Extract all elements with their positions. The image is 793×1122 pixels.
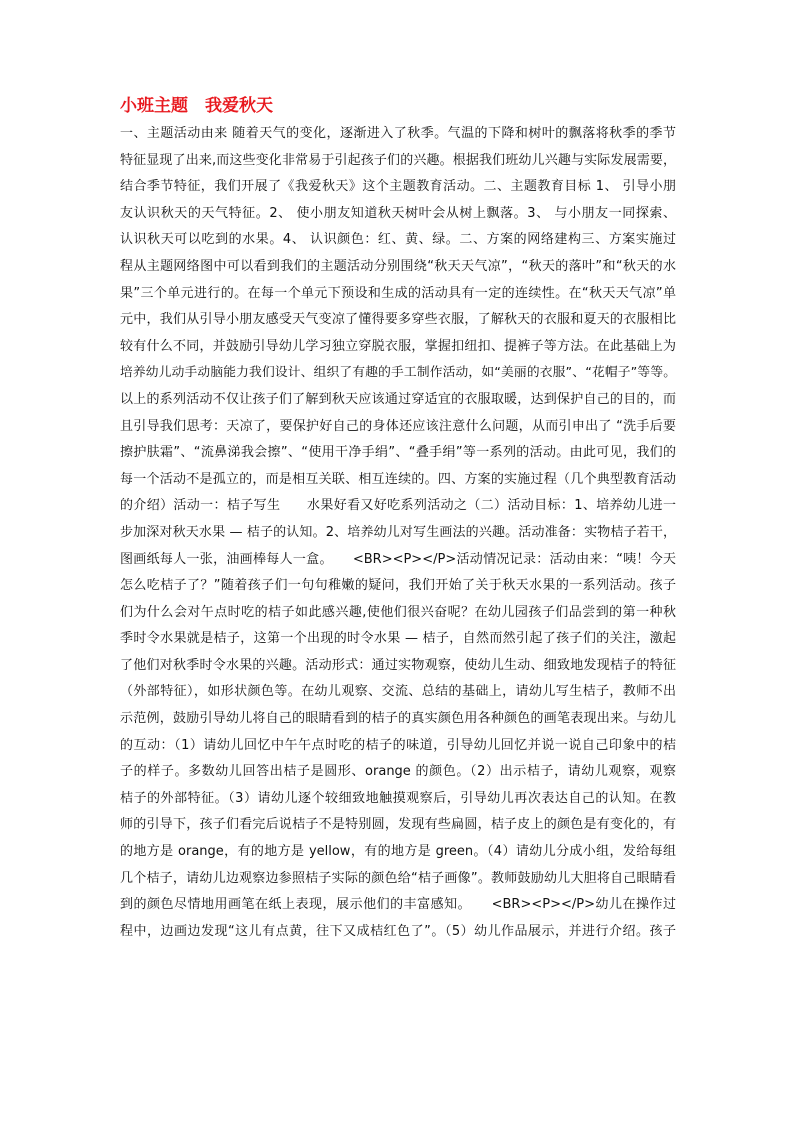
body-line: 的地方是 orange，有的地方是 yellow，有的地方是 green。（4）请幼儿分成小组，发给每组: [120, 844, 676, 860]
body-line: （外部特征），如形状颜色等。在幼儿观察、交流、总结的基础上，请幼儿写生桔子，教师不出: [120, 684, 676, 700]
body-line: 擦护肤霜”、“流鼻涕我会擦”、“使用干净手绢”、“叠手绢”等一系列的活动。由此可见，我们的: [120, 445, 676, 461]
body-line: 友认识秋天的天气特征。2、 使小朋友知道秋天树叶会从树上飘落。3、 与小朋友一同探索、: [120, 205, 676, 221]
body-line: 特征显现了出来,而这些变化非常易于引起孩子们的兴趣。根据我们班幼儿兴趣与实际发展需要，: [120, 152, 676, 168]
body-line: 图画纸每人一张，油画棒每人一盒。 <BR><P></P>活动情况记录：活动由来：“咦！今天: [120, 551, 676, 567]
body-line: 结合季节特征，我们开展了《我爱秋天》这个主题教育活动。二、主题教育目标 1、 引导小朋: [120, 179, 676, 195]
body-line: 一、主题活动由来 随着天气的变化，逐渐进入了秋季。气温的下降和树叶的飘落将秋季的季节: [120, 126, 676, 141]
body-line: 程中，边画边发现“这儿有点黄，往下又成桔红色了”。（5）幼儿作品展示，并进行介绍。孩子: [120, 923, 676, 939]
body-line: 们为什么会对午点时吃的桔子如此感兴趣,使他们很兴奋呢？在幼儿园孩子们品尝到的第一种秋: [120, 604, 676, 620]
body-line: 每一个活动不是孤立的，而是相互关联、相互连续的。四、方案的实施过程（几个典型教育活动: [120, 471, 676, 487]
body-line: 的介绍）活动一：桔子写生 水果好看又好吃系列活动之（二）活动目标：1、培养幼儿进一: [120, 498, 676, 514]
body-line: 桔子的外部特征。（3）请幼儿逐个较细致地触摸观察后，引导幼儿再次表达自己的认知。在教: [120, 790, 676, 806]
document-title: 小班主题 我爱秋天: [120, 96, 273, 116]
body-line: 的互动：（1）请幼儿回忆中午午点时吃的桔子的味道，引导幼儿回忆并说一说自己印象中的桔: [120, 737, 676, 753]
body-line: 师的引导下，孩子们看完后说桔子不是特别圆，发现有些扁圆，桔子皮上的颜色是有变化的，有: [120, 817, 676, 833]
body-line: 且引导我们思考：天凉了，要保护好自己的身体还应该注意什么问题，从而引申出了 “洗手后要: [120, 418, 676, 434]
body-line: 果”三个单元进行的。在每一个单元下预设和生成的活动具有一定的连续性。在“秋天天气凉”单: [120, 285, 676, 301]
body-line: 步加深对秋天水果 — 桔子的认知。2、培养幼儿对写生画法的兴趣。活动准备：实物桔子若干，: [120, 524, 676, 540]
body-line: 几个桔子，请幼儿边观察边参照桔子实际的颜色给“桔子画像”。教师鼓励幼儿大胆将自己眼睛看: [120, 870, 676, 886]
body-line: 元中，我们从引导小朋友感受天气变凉了懂得要多穿些衣服，了解秋天的衣服和夏天的衣服相比: [120, 312, 676, 328]
body-line: 到的颜色尽情地用画笔在纸上表现，展示他们的丰富感知。 <BR><P></P>幼儿在操作过: [120, 897, 676, 913]
body-line: 程从主题网络图中可以看到我们的主题活动分别围绕“秋天天气凉”，“秋天的落叶”和“秋天的水: [120, 258, 676, 274]
body-line: 以上的系列活动不仅让孩子们了解到秋天应该通过穿适宜的衣服取暖，达到保护自己的目的，而: [120, 391, 676, 407]
document-body: [120, 121, 676, 945]
body-line: 怎么吃桔子了？”随着孩子们一句句稚嫩的疑问，我们开始了关于秋天水果的一系列活动。孩子: [120, 578, 676, 594]
body-line: 认识秋天可以吃到的水果。4、 认识颜色：红、黄、绿。二、方案的网络建构三、方案实施过: [120, 232, 676, 248]
body-line: 示范例，鼓励引导幼儿将自己的眼睛看到的桔子的真实颜色用各种颜色的画笔表现出来。与幼儿: [120, 711, 676, 727]
body-line: 了他们对秋季时令水果的兴趣。活动形式：通过实物观察，使幼儿生动、细致地发现桔子的特征: [120, 657, 676, 673]
body-line: 培养幼儿动手动脑能力我们设计、组织了有趣的手工制作活动，如“美丽的衣服”、“花帽子”等等。: [120, 365, 676, 381]
body-line: 季时令水果就是桔子，这第一个出现的时令水果 — 桔子，自然而然引起了孩子们的关注，激起: [120, 631, 676, 647]
body-line: 子的样子。多数幼儿回答出桔子是圆形、orange 的颜色。（2）出示桔子，请幼儿观察，观察: [120, 764, 676, 780]
body-line: 较有什么不同，并鼓励引导幼儿学习独立穿脱衣服，掌握扣纽扣、提裤子等方法。在此基础上为: [120, 338, 676, 354]
